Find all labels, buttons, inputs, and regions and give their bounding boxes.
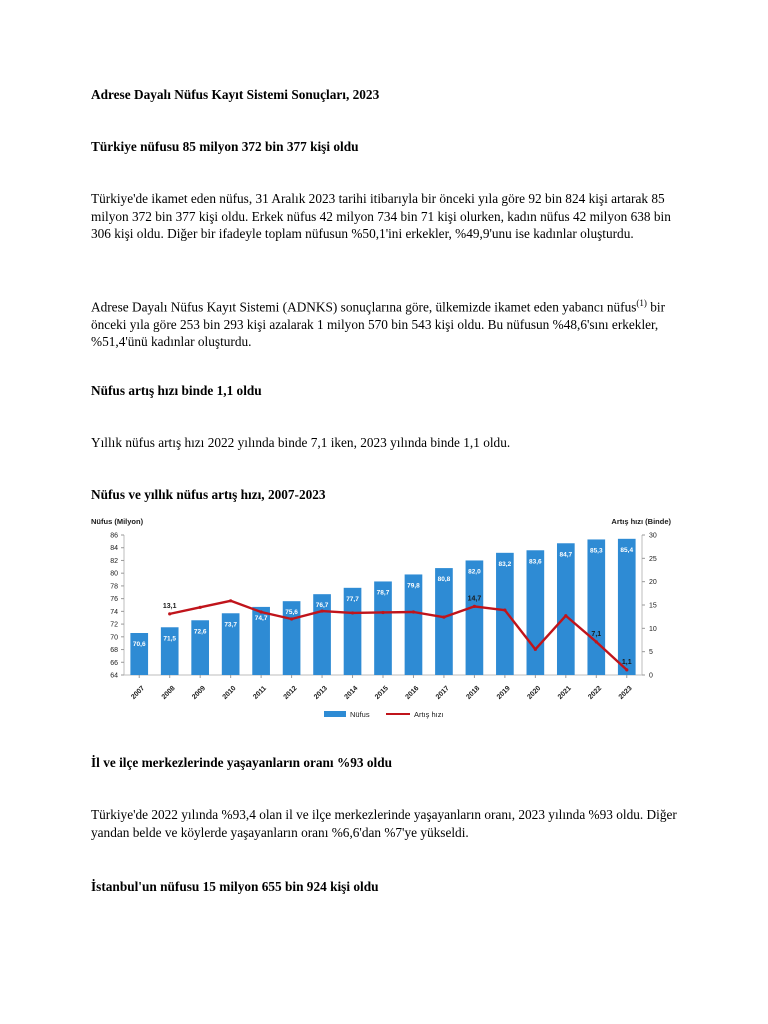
right-tick-label: 0 bbox=[649, 672, 653, 680]
legend-swatch-population bbox=[324, 711, 346, 717]
growth-rate-point-2016 bbox=[412, 610, 415, 613]
population-bar-label-2022: 85,3 bbox=[589, 547, 603, 555]
population-bar-2018 bbox=[466, 560, 484, 675]
x-tick-label-2021: 2021 bbox=[556, 684, 573, 701]
population-bar-label-2018: 82,0 bbox=[468, 568, 481, 576]
population-bar-label-2023: 85,4 bbox=[620, 546, 634, 554]
growth-rate-point-2012 bbox=[290, 617, 293, 620]
population-bar-label-2007: 70,6 bbox=[132, 641, 146, 648]
x-tick-label-2016: 2016 bbox=[404, 684, 421, 701]
growth-rate-point-2023 bbox=[625, 668, 628, 671]
x-tick-label-2012: 2012 bbox=[282, 684, 299, 701]
population-bar-label-2016: 79,8 bbox=[407, 582, 420, 590]
population-bar-label-2012: 75,6 bbox=[285, 609, 298, 617]
growth-rate-point-2011 bbox=[260, 610, 263, 613]
left-tick-label: 70 bbox=[110, 634, 118, 642]
population-bar-label-2019: 83,2 bbox=[498, 560, 512, 568]
growth-rate-point-2021 bbox=[564, 614, 567, 617]
document-title: Adrese Dayalı Nüfus Kayıt Sistemi Sonuçları, 2023 bbox=[91, 87, 380, 102]
x-tick-label-2023: 2023 bbox=[617, 684, 634, 701]
growth-rate-label-2022: 7,1 bbox=[591, 630, 602, 638]
left-tick-label: 84 bbox=[110, 545, 118, 553]
legend-label-growth: Artış hızı bbox=[414, 710, 444, 719]
population-bar-label-2015: 78,7 bbox=[376, 589, 390, 597]
x-tick-label-2008: 2008 bbox=[160, 684, 177, 701]
growth-rate-point-2009 bbox=[199, 606, 202, 609]
population-bar-2007 bbox=[130, 633, 148, 675]
right-tick-label: 25 bbox=[649, 555, 657, 563]
left-tick-label: 64 bbox=[110, 672, 118, 680]
x-tick-label-2013: 2013 bbox=[313, 684, 329, 701]
growth-rate-point-2008 bbox=[168, 612, 171, 615]
x-tick-label-2009: 2009 bbox=[191, 684, 208, 701]
growth-rate-point-2017 bbox=[442, 616, 445, 619]
right-tick-label: 20 bbox=[649, 579, 657, 587]
left-tick-label: 80 bbox=[110, 570, 118, 578]
population-bar-2022 bbox=[587, 539, 605, 675]
paragraph-foreign-population bbox=[91, 295, 691, 351]
growth-rate-point-2019 bbox=[503, 609, 506, 612]
left-tick-label: 72 bbox=[110, 621, 118, 629]
right-axis-label: Artış hızı (Binde) bbox=[611, 517, 671, 526]
left-axis-label: Nüfus (Milyon) bbox=[91, 517, 144, 526]
x-axis-ticks bbox=[130, 675, 634, 701]
left-tick-label: 78 bbox=[110, 583, 118, 591]
x-tick-label-2015: 2015 bbox=[373, 684, 390, 701]
left-tick-label: 76 bbox=[110, 596, 118, 604]
right-tick-label: 10 bbox=[649, 625, 657, 633]
right-axis-ticks bbox=[642, 533, 657, 680]
paragraph-urban-ratio: Türkiye'de 2022 yılında %93,4 olan il ve ilçe merkezlerinde yaşayanların oranı, 2023 yılında %93 oldu. Diğer yandan belde ve köylerde yaşayanların oranı %6,6'dan %7'ye yükseldi. bbox=[91, 807, 677, 840]
right-tick-label: 15 bbox=[649, 602, 657, 610]
population-bar-label-2011: 74,7 bbox=[254, 614, 268, 622]
population-growth-chart bbox=[88, 512, 674, 726]
left-tick-label: 86 bbox=[110, 532, 118, 540]
growth-rate-point-2013 bbox=[320, 609, 323, 612]
heading-growth-rate: Nüfus artış hızı binde 1,1 oldu bbox=[91, 383, 262, 398]
growth-rate-point-2020 bbox=[534, 648, 537, 651]
population-bar-2020 bbox=[527, 550, 545, 675]
population-bar-2016 bbox=[405, 574, 423, 675]
paragraph-growth-rate: Yıllık nüfus artış hızı 2022 yılında binde 7,1 iken, 2023 yılında binde 1,1 oldu. bbox=[91, 435, 511, 450]
x-tick-label-2020: 2020 bbox=[526, 684, 543, 701]
population-bar-2017 bbox=[435, 568, 453, 675]
population-bar-label-2021: 84,7 bbox=[559, 551, 573, 559]
headline: Türkiye nüfusu 85 milyon 372 bin 377 kişi oldu bbox=[91, 139, 359, 154]
paragraph-foreign-part2: bir önceki yıla göre 253 bin 293 kişi azalarak 1 milyon 570 bin 543 kişi oldu. Bu nüfusun %48,6'sını erkekler, %51,4'ünü kadınlar oluşturdu. bbox=[91, 299, 666, 350]
heading-istanbul: İstanbul'un nüfusu 15 milyon 655 bin 924 kişi oldu bbox=[91, 879, 379, 894]
x-tick-label-2018: 2018 bbox=[465, 684, 482, 701]
growth-rate-point-2010 bbox=[229, 599, 232, 602]
legend bbox=[324, 710, 444, 719]
population-bar-label-2017: 80,8 bbox=[437, 576, 451, 584]
population-bar-label-2013: 76,7 bbox=[315, 602, 329, 610]
growth-rate-label-2018: 14,7 bbox=[467, 595, 482, 603]
right-tick-label: 5 bbox=[649, 649, 653, 657]
chart-heading: Nüfus ve yıllık nüfus artış hızı, 2007-2023 bbox=[91, 487, 326, 502]
population-bar-2019 bbox=[496, 553, 514, 675]
growth-rate-label-2023: 1,1 bbox=[621, 658, 632, 666]
x-tick-label-2010: 2010 bbox=[221, 684, 238, 701]
population-bar-label-2008: 71,5 bbox=[163, 635, 177, 643]
left-tick-label: 74 bbox=[110, 608, 118, 616]
population-bar-label-2014: 77,7 bbox=[346, 595, 359, 603]
population-bar-label-2009: 72,6 bbox=[193, 628, 207, 636]
paragraph-population: Türkiye'de ikamet eden nüfus, 31 Aralık 2023 tarihi itibarıyla bir önceki yıla göre 92 bin 824 kişi artarak 85 milyon 372 bin 377 kişi oldu. Erkek nüfus 42 milyon 734 bin 71 kişi olurken, kadın nüfus 42 milyon 638 bin 306 kişi oldu. Diğer bir ifadeyle toplam nüfusun %50,1'ini erkekler, %49,9'unu ise kadınlar oluşturdu. bbox=[91, 191, 671, 241]
x-tick-label-2007: 2007 bbox=[130, 684, 147, 701]
population-bar-2021 bbox=[557, 543, 575, 675]
population-bar-label-2020: 83,6 bbox=[529, 558, 542, 566]
growth-rate-point-2018 bbox=[473, 605, 476, 608]
x-tick-label-2014: 2014 bbox=[343, 684, 360, 701]
growth-rate-label-2008: 13,1 bbox=[162, 602, 177, 610]
x-tick-label-2011: 2011 bbox=[252, 685, 268, 701]
left-tick-label: 66 bbox=[110, 659, 118, 667]
left-axis-ticks bbox=[110, 533, 124, 680]
right-tick-label: 30 bbox=[649, 532, 657, 540]
x-tick-label-2017: 2017 bbox=[434, 684, 451, 701]
x-tick-label-2022: 2022 bbox=[587, 684, 604, 701]
left-tick-label: 82 bbox=[110, 557, 118, 565]
heading-urban-ratio: İl ve ilçe merkezlerinde yaşayanların oranı %93 oldu bbox=[91, 755, 393, 770]
growth-rate-point-2015 bbox=[381, 611, 384, 614]
paragraph-foreign-part1: Adrese Dayalı Nüfus Kayıt Sistemi (ADNKS) sonuçlarına göre, ülkemizde ikamet eden yabancı nüfus bbox=[91, 299, 637, 315]
footnote-marker: (1) bbox=[636, 298, 647, 308]
population-bar-label-2010: 73,7 bbox=[224, 621, 237, 629]
legend-label-population: Nüfus bbox=[350, 710, 370, 719]
left-tick-label: 68 bbox=[110, 647, 118, 655]
growth-rate-point-2022 bbox=[595, 640, 598, 643]
growth-rate-point-2014 bbox=[351, 611, 354, 614]
population-bar-2023 bbox=[618, 539, 636, 675]
x-tick-label-2019: 2019 bbox=[495, 684, 512, 701]
